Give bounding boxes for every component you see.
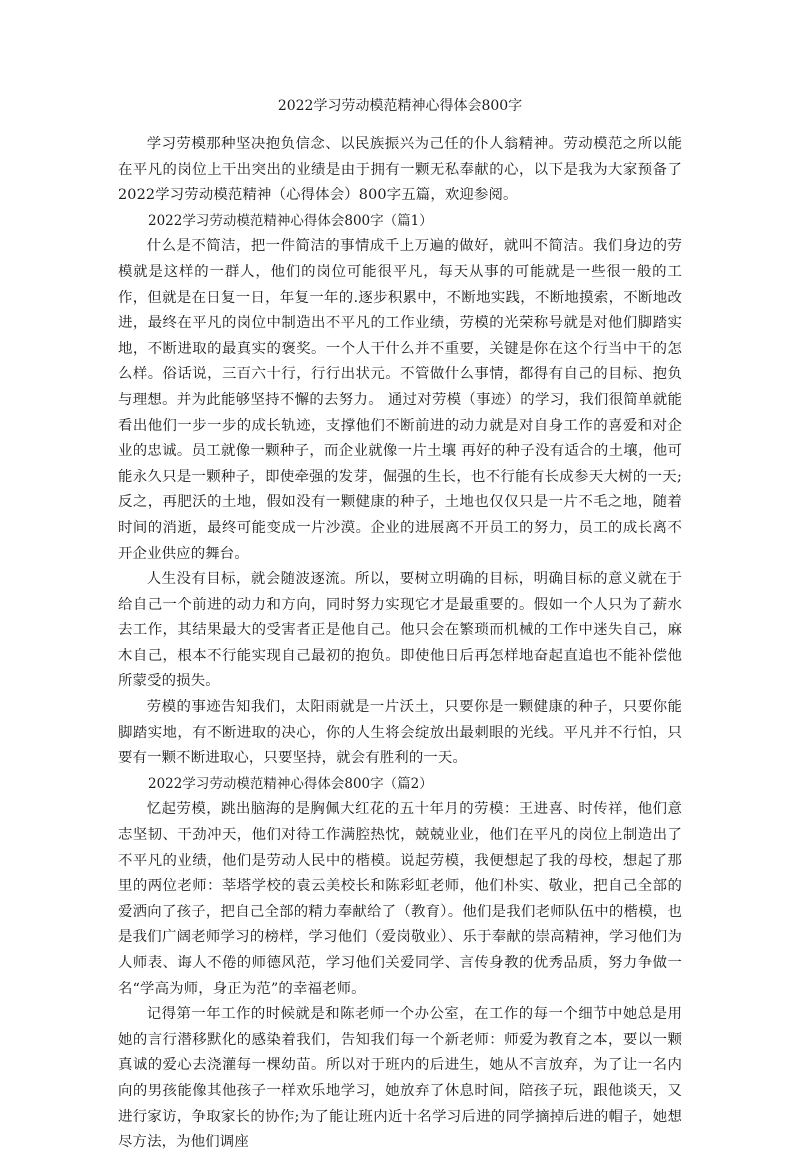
section-1-paragraph-1: 什么是不简洁，把一件简洁的事情成千上万遍的做好，就叫不简洁。我们身边的劳模就是这样的一群人，他们的岗位可能很平凡，每天从事的可能就是一些很一般的工作，但就是在日复一日，年复一年的.逐步积累中，不断地实践，不断地摸索，不断地改进，最终在平凡的岗位中制造出不平凡的工作业绩，劳模的光荣称号就是对他们脚踏实地，不断进取的最真实的褒奖。一个人干什么并不重要，关键是你在这个行当中干的怎么样。俗话说，三百六十行，行行出状元。不管做什么事情，都得有自己的目标、抱负与理想。并为此能够坚持不懈的去努力。 通过对劳模（事迹）的学习，我们很简单就能看出他们一步一步的成长轨迹，支撑他们不断前进的动力就是对自身工作的喜爱和对企业的忠诚。员工就像一颗种子，而企业就像一片土壤 再好的种子没有适合的土壤，他可能永久只是一颗种子，即使牵强的发芽，倔强的生长，也不行能有长成参天大树的一天;反之，再肥沃的土地，假如没有一颗健康的种子，土地也仅仅只是一片不毛之地，随着时间的消逝，最终可能变成一片沙漠。企业的进展离不开员工的努力，员工的成长离不开企业供应的舞台。	[118, 238, 682, 562]
section-2-paragraph-1: 忆起劳模，跳出脑海的是胸佩大红花的五十年月的劳模：王进喜、时传祥，他们意志坚韧、干劲冲天，他们对待工作满腔热忱，兢兢业业，他们在平凡的岗位上制造出了不平凡的业绩，他们是劳动人民中的楷模。说起劳模，我便想起了我的母校，想起了那里的两位老师：莘塔学校的袁云美校长和陈彩虹老师，他们朴实、敬业，把自己全部的爱洒向了孩子，把自己全部的精力奉献给了（教育）。他们是我们老师队伍中的楷模，也是我们广阔老师学习的榜样，学习他们（爱岗敬业）、乐于奉献的崇高精神，学习他们为人师表、诲人不倦的师德风范，学习他们关爱同学、言传身教的优秀品质，努力争做一名“学高为师，身正为范”的幸福老师。	[118, 801, 682, 997]
section-1-paragraph-3: 劳模的事迹告知我们，太阳雨就是一片沃土，只要你是一颗健康的种子，只要你能脚踏实地，有不断进取的决心，你的人生将会绽放出最刺眼的光线。平凡并不行怕，只要有一颗不断进取心，只要坚持，就会有胜利的一天。	[118, 699, 682, 767]
intro-paragraph: 学习劳模那种坚决抱负信念、以民族振兴为己任的仆人翁精神。劳动模范之所以能在平凡的岗位上干出突出的业绩是由于拥有一颗无私奉献的心，以下是我为大家预备了2022学习劳动模范精神（心得体会）800字五篇，欢迎参阅。	[118, 136, 682, 204]
section-1-title: 2022学习劳动模范精神心得体会800字（篇1）	[148, 212, 433, 229]
document-title: 2022学习劳动模范精神心得体会800字	[277, 98, 523, 114]
section-2-paragraph-2: 记得第一年工作的时候就是和陈老师一个办公室，在工作的每一个细节中她总是用她的言行潜移默化的感染着我们，告知我们每一个新老师：师爱为教育之本，要以一颗真诚的爱心去浇灌每一棵幼苗。所以对于班内的后进生，她从不言放弃，为了让一名内向的男孩能像其他孩子一样欢乐地学习，她放弃了休息时间，陪孩子玩，跟他谈天，又进行家访，争取家长的协作;为了能让班内近十名学习后进的同学摘掉后进的帽子，她想尽方法，为他们调座	[118, 1006, 682, 1151]
section-1-paragraph-2: 人生没有目标，就会随波逐流。所以，要树立明确的目标，明确目标的意义就在于给自己一个前进的动力和方向，同时努力实现它才是最重要的。假如一个人只为了薪水去工作，其结果最大的受害者正是他自己。他只会在繁琐而机械的工作中迷失自己，麻木自己，根本不行能实现自己最初的抱负。即使他日后再怎样地奋起直追也不能补偿他所蒙受的损失。	[118, 571, 682, 690]
section-2-title: 2022学习劳动模范精神心得体会800字（篇2）	[148, 775, 433, 792]
